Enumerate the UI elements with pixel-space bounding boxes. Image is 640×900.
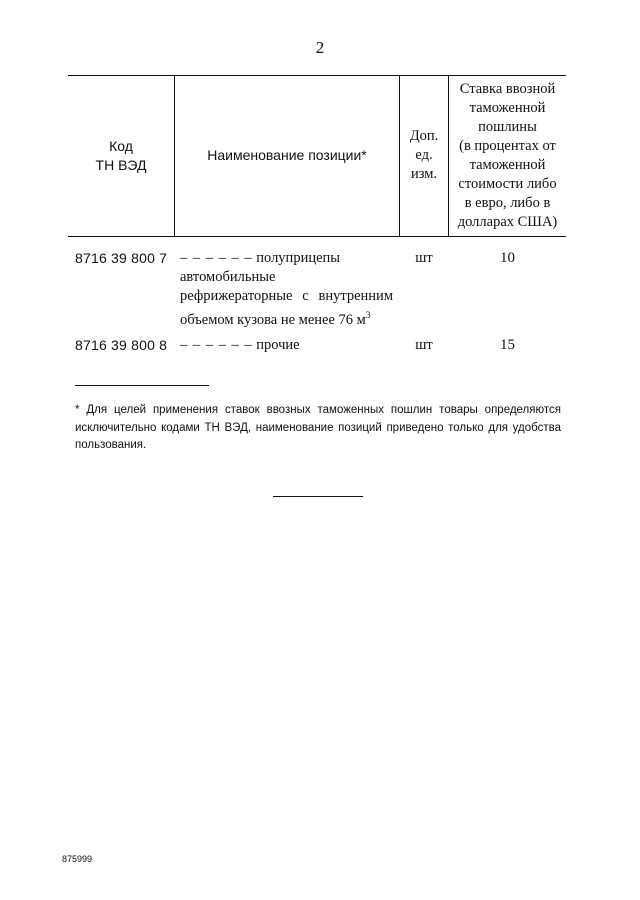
page-number: 2 [315, 38, 325, 57]
row-1-name-line: автомобильные [180, 269, 276, 285]
header-rate-line: Ставка ввозной [459, 80, 556, 97]
row-1-name-line: объемом кузова не менее 76 м [180, 311, 366, 328]
row-1-name-first-line [180, 249, 393, 268]
row-2-name [180, 336, 393, 355]
header-code [68, 75, 174, 236]
row-1-code: 8716 39 800 7 [75, 250, 168, 266]
header-unit-line: Доп. [409, 128, 439, 144]
row-1-superscript: 3 [365, 310, 371, 320]
header-name [175, 75, 399, 236]
row-2-unit: шт [415, 337, 433, 353]
row-2-name-text: прочие [256, 337, 300, 353]
header-rate-line: пошлины [478, 118, 537, 135]
row-1-name-line: полуприцепы [256, 250, 341, 266]
row-2-rate: 15 [500, 337, 515, 353]
footnote-text: * Для целей применения ставок ввозных таможенных пошлин товары определяются исключительно кодами ТН ВЭД, наименование позиций приведено только для удобства пользования. [75, 404, 561, 451]
row-2-code: 8716 39 800 8 [75, 337, 168, 353]
header-rate-line: таможенной [469, 99, 546, 116]
header-rate-line: стоимости либо [458, 175, 557, 192]
header-unit-line: изм. [410, 166, 438, 182]
row-1-name-line: рефрижераторные с внутренним [180, 288, 393, 304]
header-name-label: Наименование позиции* [207, 147, 367, 163]
row-1-rate: 10 [500, 250, 515, 266]
header-rate [449, 75, 566, 236]
header-unit-line: ед. [415, 147, 433, 163]
row-2-name-first-line [180, 336, 393, 355]
row-2-dashes: – – – – – – [180, 337, 253, 353]
row-1-dashes: – – – – – – [180, 250, 253, 266]
header-unit [400, 75, 448, 236]
header-code-line: Код [109, 137, 133, 154]
row-1-name-last-line [180, 306, 393, 330]
footnote-separator [75, 385, 209, 386]
table-header-rule [68, 236, 566, 237]
header-rate-line: долларах США) [457, 213, 558, 230]
end-rule [273, 496, 363, 497]
header-rate-line: таможенной [469, 156, 546, 173]
row-1-unit: шт [415, 250, 433, 266]
document-number: 875999 [62, 854, 93, 864]
header-rate-line: (в процентах от [459, 137, 556, 154]
header-code-line: ТН ВЭД [95, 156, 147, 173]
header-rate-line: в евро, либо в [464, 194, 551, 211]
row-1-name [180, 249, 393, 330]
